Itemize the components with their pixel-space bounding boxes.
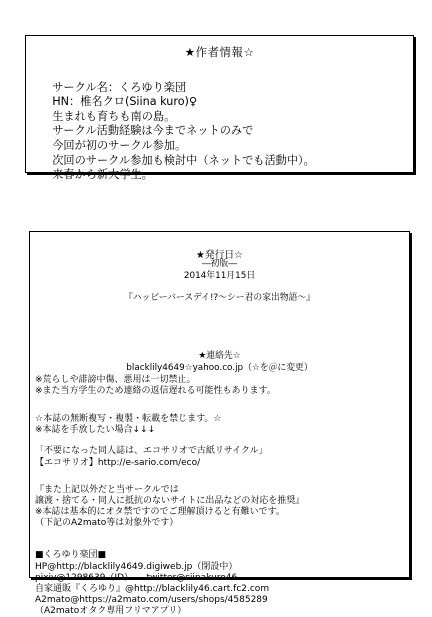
publication-edition: ―初版― <box>201 259 238 269</box>
author-info-title: ★作者情報☆ <box>184 45 255 59</box>
circle-link: HP@http://blacklily4649.digiweb.jp（閉設中） <box>35 562 238 572</box>
circle-link: A2mato@https://a2mato.com/users/shops/4585289 <box>35 595 268 605</box>
resale-line: 譲渡・捨てる・同人に抵抗のないサイトに出品などの対応を推奨』 <box>35 496 305 506</box>
copy-prohibited-notice: ☆本誌の無断複写・複製・転載を禁じます。☆ <box>35 414 222 424</box>
contact-heading: ★連絡先☆ <box>198 351 241 361</box>
author-line: 生まれも育ちも南の島。 <box>52 109 176 123</box>
resale-line: （下記のA2mato等は対象外です） <box>35 518 179 528</box>
circle-link: pixiv@1298639（ID） twitter@siinakuro46 <box>35 573 238 583</box>
circle-name: ■くろゆり楽団■ <box>35 550 107 560</box>
resale-line: ※本誌は基本的にオタ禁ですのでご理解頂けると有難いです。 <box>35 507 285 517</box>
book-title: 『ハッピーバースデイ!?～シー君の家出物語～』 <box>123 293 316 303</box>
publication-heading: ★発行日☆ <box>196 250 243 261</box>
author-line: HN：椎名クロ(Siina kuro)♀ <box>52 95 198 109</box>
contact-note: ※また当方学生のため連絡の返信遅れる可能性もあります。 <box>35 386 276 396</box>
author-line: サークル名：くろゆり楽団 <box>52 80 187 94</box>
recycle-notice: 「不要になった同人誌は、エコサリオで古紙リサイクル」 <box>35 446 268 456</box>
colophon-box <box>29 231 410 616</box>
contact-note: ※荒らしや誹謗中傷、悪用は一切禁止。 <box>35 375 196 385</box>
dispose-notice: ※本誌を手放したい場合↓↓↓ <box>35 425 156 435</box>
author-line: 来春から新大学生。 <box>52 168 153 182</box>
author-line: サークル活動経験は今までネットのみで <box>52 124 254 138</box>
publication-date: 2014年11月15日 <box>183 271 256 281</box>
eco-url: 【エコサリオ】http://e-sario.com/eco/ <box>35 458 201 468</box>
contact-email: blacklily4649☆yahoo.co.jp（☆を＠に変更） <box>126 363 313 373</box>
circle-link: 自家通販『くろゆり』@http://blacklily46.cart.fc2.com <box>35 584 270 594</box>
circle-link: （A2matoオタク専用フリマアプリ） <box>35 606 187 616</box>
author-line: 次回のサークル参加も検討中（ネットでも活動中）。 <box>52 153 315 167</box>
author-info-box <box>25 35 414 182</box>
author-info-lines <box>38 66 315 197</box>
author-line: 今回が初のサークル参加。 <box>52 138 187 152</box>
resale-line: 『また上記以外だと当サークルでは <box>35 485 179 495</box>
